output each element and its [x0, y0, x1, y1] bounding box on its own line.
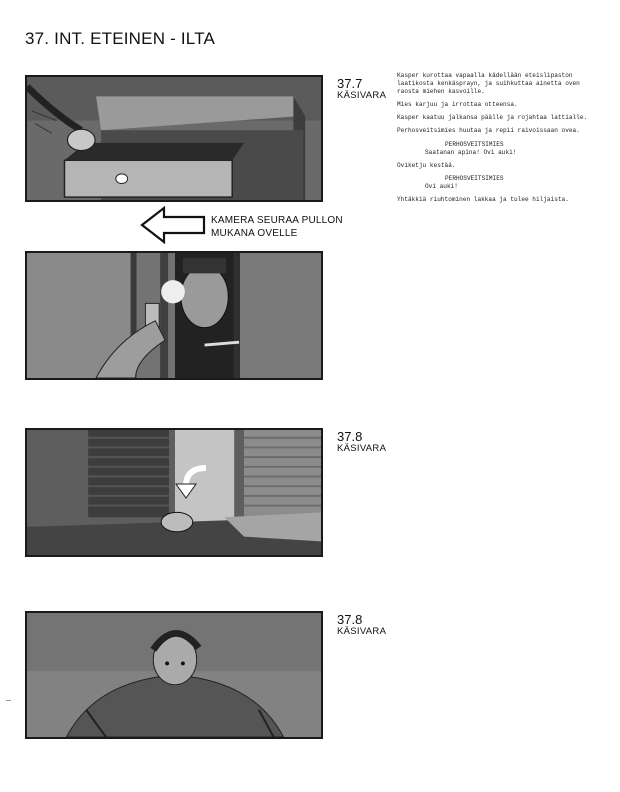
storyboard-panel-man [25, 611, 323, 739]
camera-note-line-1: KAMERA SEURAA PULLON [211, 215, 343, 226]
storyboard-panel-dresser [25, 75, 323, 202]
script-dialogue-1: Saatanan apina! Ovi auki! [425, 148, 517, 156]
shot-number-1: 37.7 [337, 76, 363, 91]
script-dialogue-2: Ovi auki! [425, 182, 458, 190]
scene-heading: 37. INT. ETEINEN - ILTA [25, 29, 216, 48]
dresser-drawing [27, 77, 321, 200]
script-action-3: Kasper kaatuu jalkansa päälle ja rojahtaa lattialle. [397, 114, 588, 122]
camera-note-line-2: MUKANA OVELLE [211, 228, 298, 239]
script-character-2: PERHOSVEITSIMIES [445, 174, 504, 182]
shot-number-3: 37.8 [337, 612, 363, 627]
left-arrow-icon [140, 206, 206, 244]
storyboard-panel-spray [25, 251, 323, 380]
storyboard-panel-fall [25, 428, 323, 557]
script-action-2: Mies karjuu ja irrottaa otteensa. [397, 101, 518, 109]
script-action-5: Oviketju kestää. [397, 161, 456, 169]
margin-mark [6, 700, 11, 701]
shot-number-2: 37.8 [337, 429, 363, 444]
script-action-4: Perhosveitsimies huutaa ja repii raivoissaan ovea. [397, 127, 580, 135]
shot-label-1: KÄSIVARA [337, 90, 387, 101]
screenplay-excerpt [397, 72, 597, 209]
script-action-6: Yhtäkkiä riuhtominen lakkaa ja tulee hiljaista. [397, 196, 569, 204]
shot-label-2: KÄSIVARA [337, 443, 387, 454]
shot-label-3: KÄSIVARA [337, 626, 387, 637]
script-action-1: Kasper kurottaa vapaalla kädellään eteislipaston laatikosta kenkäsprayn, ja suihkuttaa ainetta oven raosta miehen kasvoille. [397, 72, 580, 96]
script-character-1: PERHOSVEITSIMIES [445, 140, 504, 148]
spray-drawing [27, 253, 321, 378]
curved-down-arrow-icon [172, 462, 212, 502]
man-drawing [27, 613, 321, 737]
camera-direction-note [211, 214, 343, 240]
